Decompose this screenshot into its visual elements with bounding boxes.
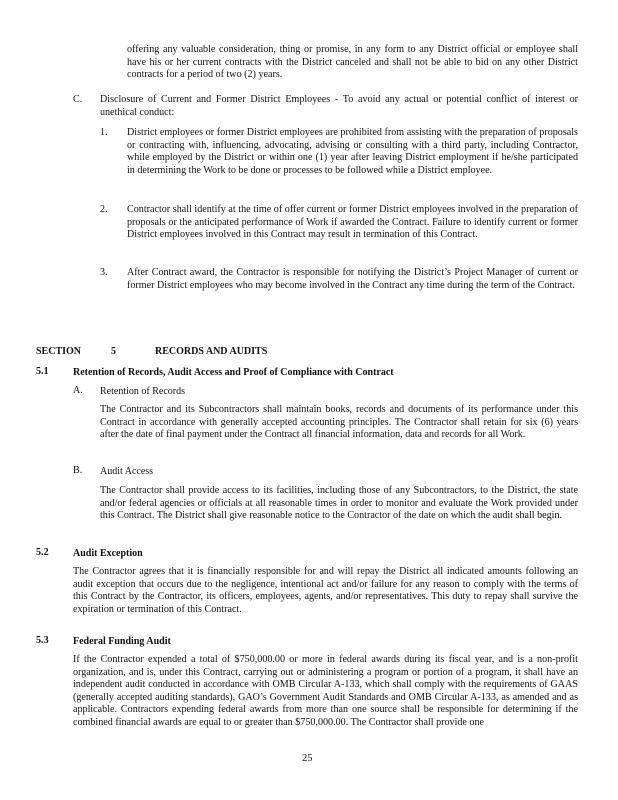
section-c-letter: C. [73, 94, 83, 105]
section-5-heading [36, 345, 267, 358]
item-2-text: Contractor shall identify at the time of offer current or former District employees involved in the preparation of proposals or the anticipated performance of Work if awarded the Contract. Failure to identify current or former District employees involved in this Contract may result in termination of this Contract. [127, 204, 578, 241]
page-number: 25 [302, 753, 313, 764]
section-title: RECORDS AND AUDITS [155, 346, 268, 357]
item-3-text: After Contract award, the Contractor is responsible for notifying the District’s Project Manager of current or former District employees who may become involved in the Contract any time during the term of the Contract. [127, 267, 578, 291]
subsection-5-1-title: Retention of Records, Audit Access and Proof of Compliance with Contract [73, 367, 394, 378]
item-b-letter: B. [73, 465, 83, 476]
subsection-5-1-number: 5.1 [36, 366, 49, 377]
section-number: 5 [111, 346, 117, 357]
subsection-5-3-title: Federal Funding Audit [73, 636, 171, 647]
subsection-5-3-text: If the Contractor expended a total of $750,000.00 or more in federal awards during its fiscal year, and is a non-profit organization, and is, under this Contract, carrying out or administering a program or portion of a program, it shall have an independent audit conducted in accordance with OMB Circular A-133, which shall comply with the requirements of GAAS (generally accepted auditing standards), GAO’s Government Audit Standards and OMB Circular A-133, as amended and as applicable. Contractors expending federal awards from more than one source shall be responsible for determining if the combined financial awards are equal to or greater than $750,000.00. The Contractor shall provide one [73, 654, 578, 728]
section-c-heading: Disclosure of Current and Former District Employees - To avoid any actual or potential conflict of interest or unethical conduct: [100, 94, 578, 118]
item-3-number: 3. [100, 267, 108, 278]
subsection-5-3-number: 5.3 [36, 635, 49, 646]
item-1-number: 1. [100, 127, 108, 138]
item-a-text: The Contractor and its Subcontractors shall maintain books, records and documents of its performance under this Contract in accordance with generally accepted accounting principles. The Contractor shall retain for six (6) years after the date of final payment under the Contract all financial information, data and records for all Work. [100, 404, 578, 441]
item-b-title: Audit Access [100, 466, 154, 477]
item-a-title: Retention of Records [100, 386, 185, 397]
subsection-5-2-text: The Contractor agrees that it is financially responsible for and will repay the District all indicated amounts following an audit exception that occurs due to the negligence, intentional act and/or failure for any reason to comply with the terms of this Contract by the Contractor, its officers, employees, agents, and/or representatives. This duty to repay shall survive the expiration or termination of this Contract. [73, 566, 578, 615]
continuation-paragraph: offering any valuable consideration, thing or promise, in any form to any District official or employee shall have his or her current contracts with the District canceled and shall not be able to bid on any other District contracts for a period of two (2) years. [127, 44, 578, 81]
item-2-number: 2. [100, 204, 108, 215]
item-a-letter: A. [73, 385, 83, 396]
item-1-text: District employees or former District employees are prohibited from assisting with the preparation of proposals or contracting with, influencing, advocating, advising or consulting with a third party, including Contractor, while employed by the District or within one (1) year after leaving District employment if he/she participated in determining the Work to be done or processes to be followed while a District employee. [127, 127, 578, 176]
section-label: SECTION [36, 346, 82, 357]
item-b-text: The Contractor shall provide access to its facilities, including those of any Subcontractors, to the District, the state and/or federal agencies or officials at all reasonable times in order to monitor and evaluate the Work provided under this Contract. The District shall give reasonable notice to the Contractor of the date on which the audit shall begin. [100, 485, 578, 522]
subsection-5-2-number: 5.2 [36, 547, 49, 558]
subsection-5-2-title: Audit Exception [73, 548, 143, 559]
